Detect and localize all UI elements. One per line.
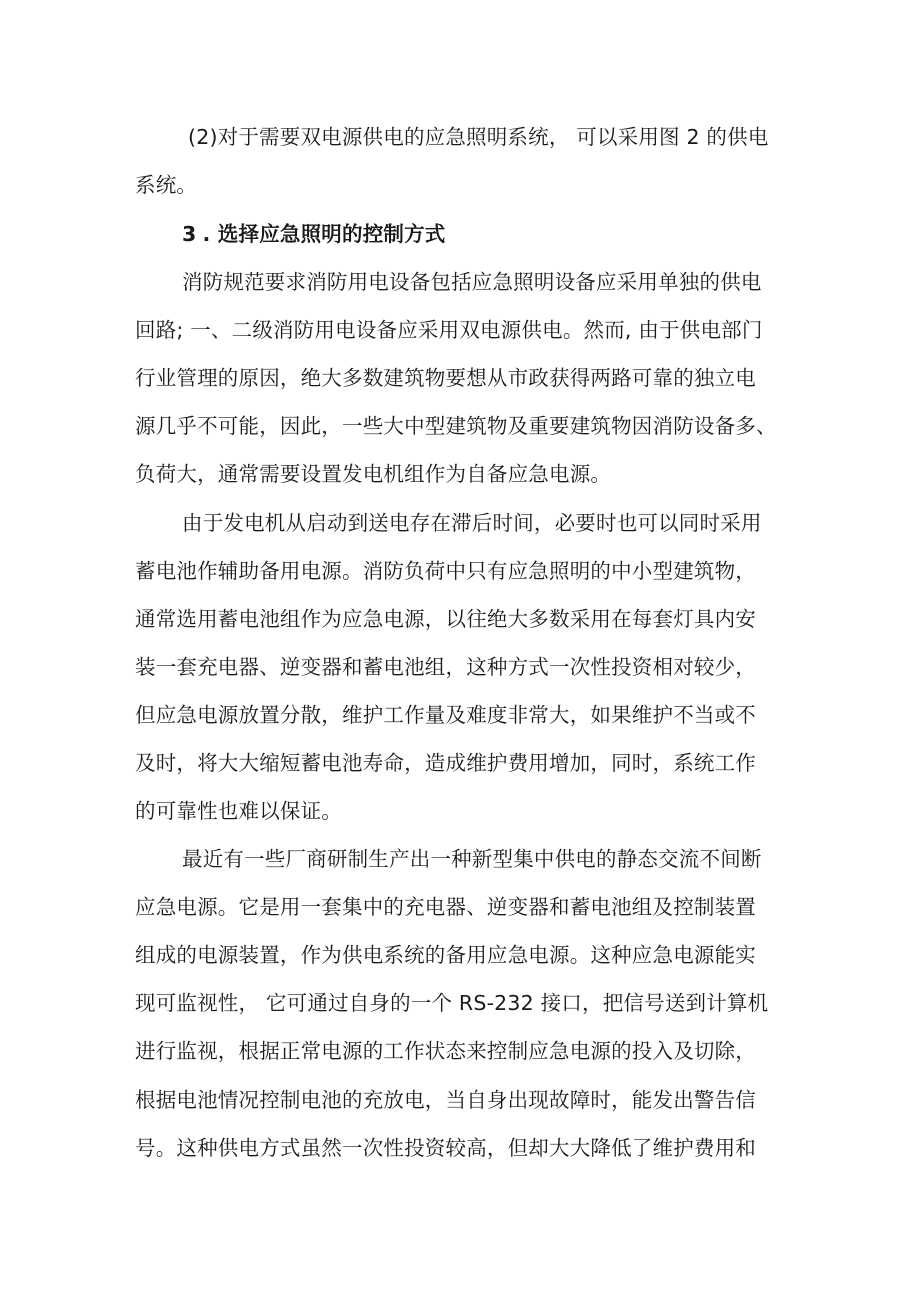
- paragraph-3-line-5: 但应急电源放置分散，维护工作量及难度非常大，如果维护不当或不: [135, 703, 756, 727]
- section-heading-text: . 选择应急照明的控制方式: [202, 222, 446, 246]
- paragraph-3-line-7: 的可靠性也难以保证。: [135, 799, 342, 823]
- paragraph-2-line-3: 行业管理的原因，绝大多数建筑物要想从市政获得两路可靠的独立电: [135, 366, 756, 390]
- paragraph-4-line-5: 进行监视，根据正常电源的工作状态来控制应急电源的投入及切除，: [135, 1039, 756, 1063]
- paragraph-2-line-2: 回路; 一、二级消防用电设备应采用双电源供电。然而, 由于供电部门: [135, 318, 763, 342]
- section-heading: [182, 222, 446, 246]
- paragraph-2-line-4: 源几乎不可能，因此，一些大中型建筑物及重要建筑物因消防设备多、: [135, 414, 777, 438]
- paragraph-4-line-7: 号。这种供电方式虽然一次性投资较高，但却大大降低了维护费用和: [135, 1136, 756, 1160]
- paragraph-1-line-1: (2)对于需要双电源供电的应急照明系统， 可以采用图 2 的供电: [188, 125, 769, 149]
- paragraph-3-line-2: 蓄电池作辅助备用电源。消防负荷中只有应急照明的中小型建筑物，: [135, 559, 756, 583]
- paragraph-4-line-1: 最近有一些厂商研制生产出一种新型集中供电的静态交流不间断: [182, 847, 762, 871]
- paragraph-3-line-6: 及时，将大大缩短蓄电池寿命，造成维护费用增加，同时，系统工作: [135, 751, 756, 775]
- paragraph-4-line-4: 现可监视性， 它可通过自身的一个 RS-232 接口，把信号送到计算机: [135, 991, 769, 1015]
- paragraph-4-line-3: 组成的电源装置，作为供电系统的备用应急电源。这种应急电源能实: [135, 943, 756, 967]
- paragraph-2-line-1: 消防规范要求消防用电设备包括应急照明设备应采用单独的供电: [182, 270, 762, 294]
- paragraph-3-line-3: 通常选用蓄电池组作为应急电源，以往绝大多数采用在每套灯具内安: [135, 607, 756, 631]
- paragraph-1-line-2: 系统。: [135, 173, 198, 197]
- paragraph-3-line-4: 装一套充电器、逆变器和蓄电池组，这种方式一次性投资相对较少，: [135, 655, 756, 679]
- section-heading-number: 3: [182, 222, 197, 246]
- paragraph-3-line-1: 由于发电机从启动到送电存在滞后时间，必要时也可以同时采用: [182, 511, 762, 535]
- paragraph-2-line-5: 负荷大，通常需要设置发电机组作为自备应急电源。: [135, 462, 612, 486]
- paragraph-4-line-2: 应急电源。它是用一套集中的充电器、逆变器和蓄电池组及控制装置: [135, 895, 756, 919]
- paragraph-4-line-6: 根据电池情况控制电池的充放电，当自身出现故障时，能发出警告信: [135, 1088, 756, 1112]
